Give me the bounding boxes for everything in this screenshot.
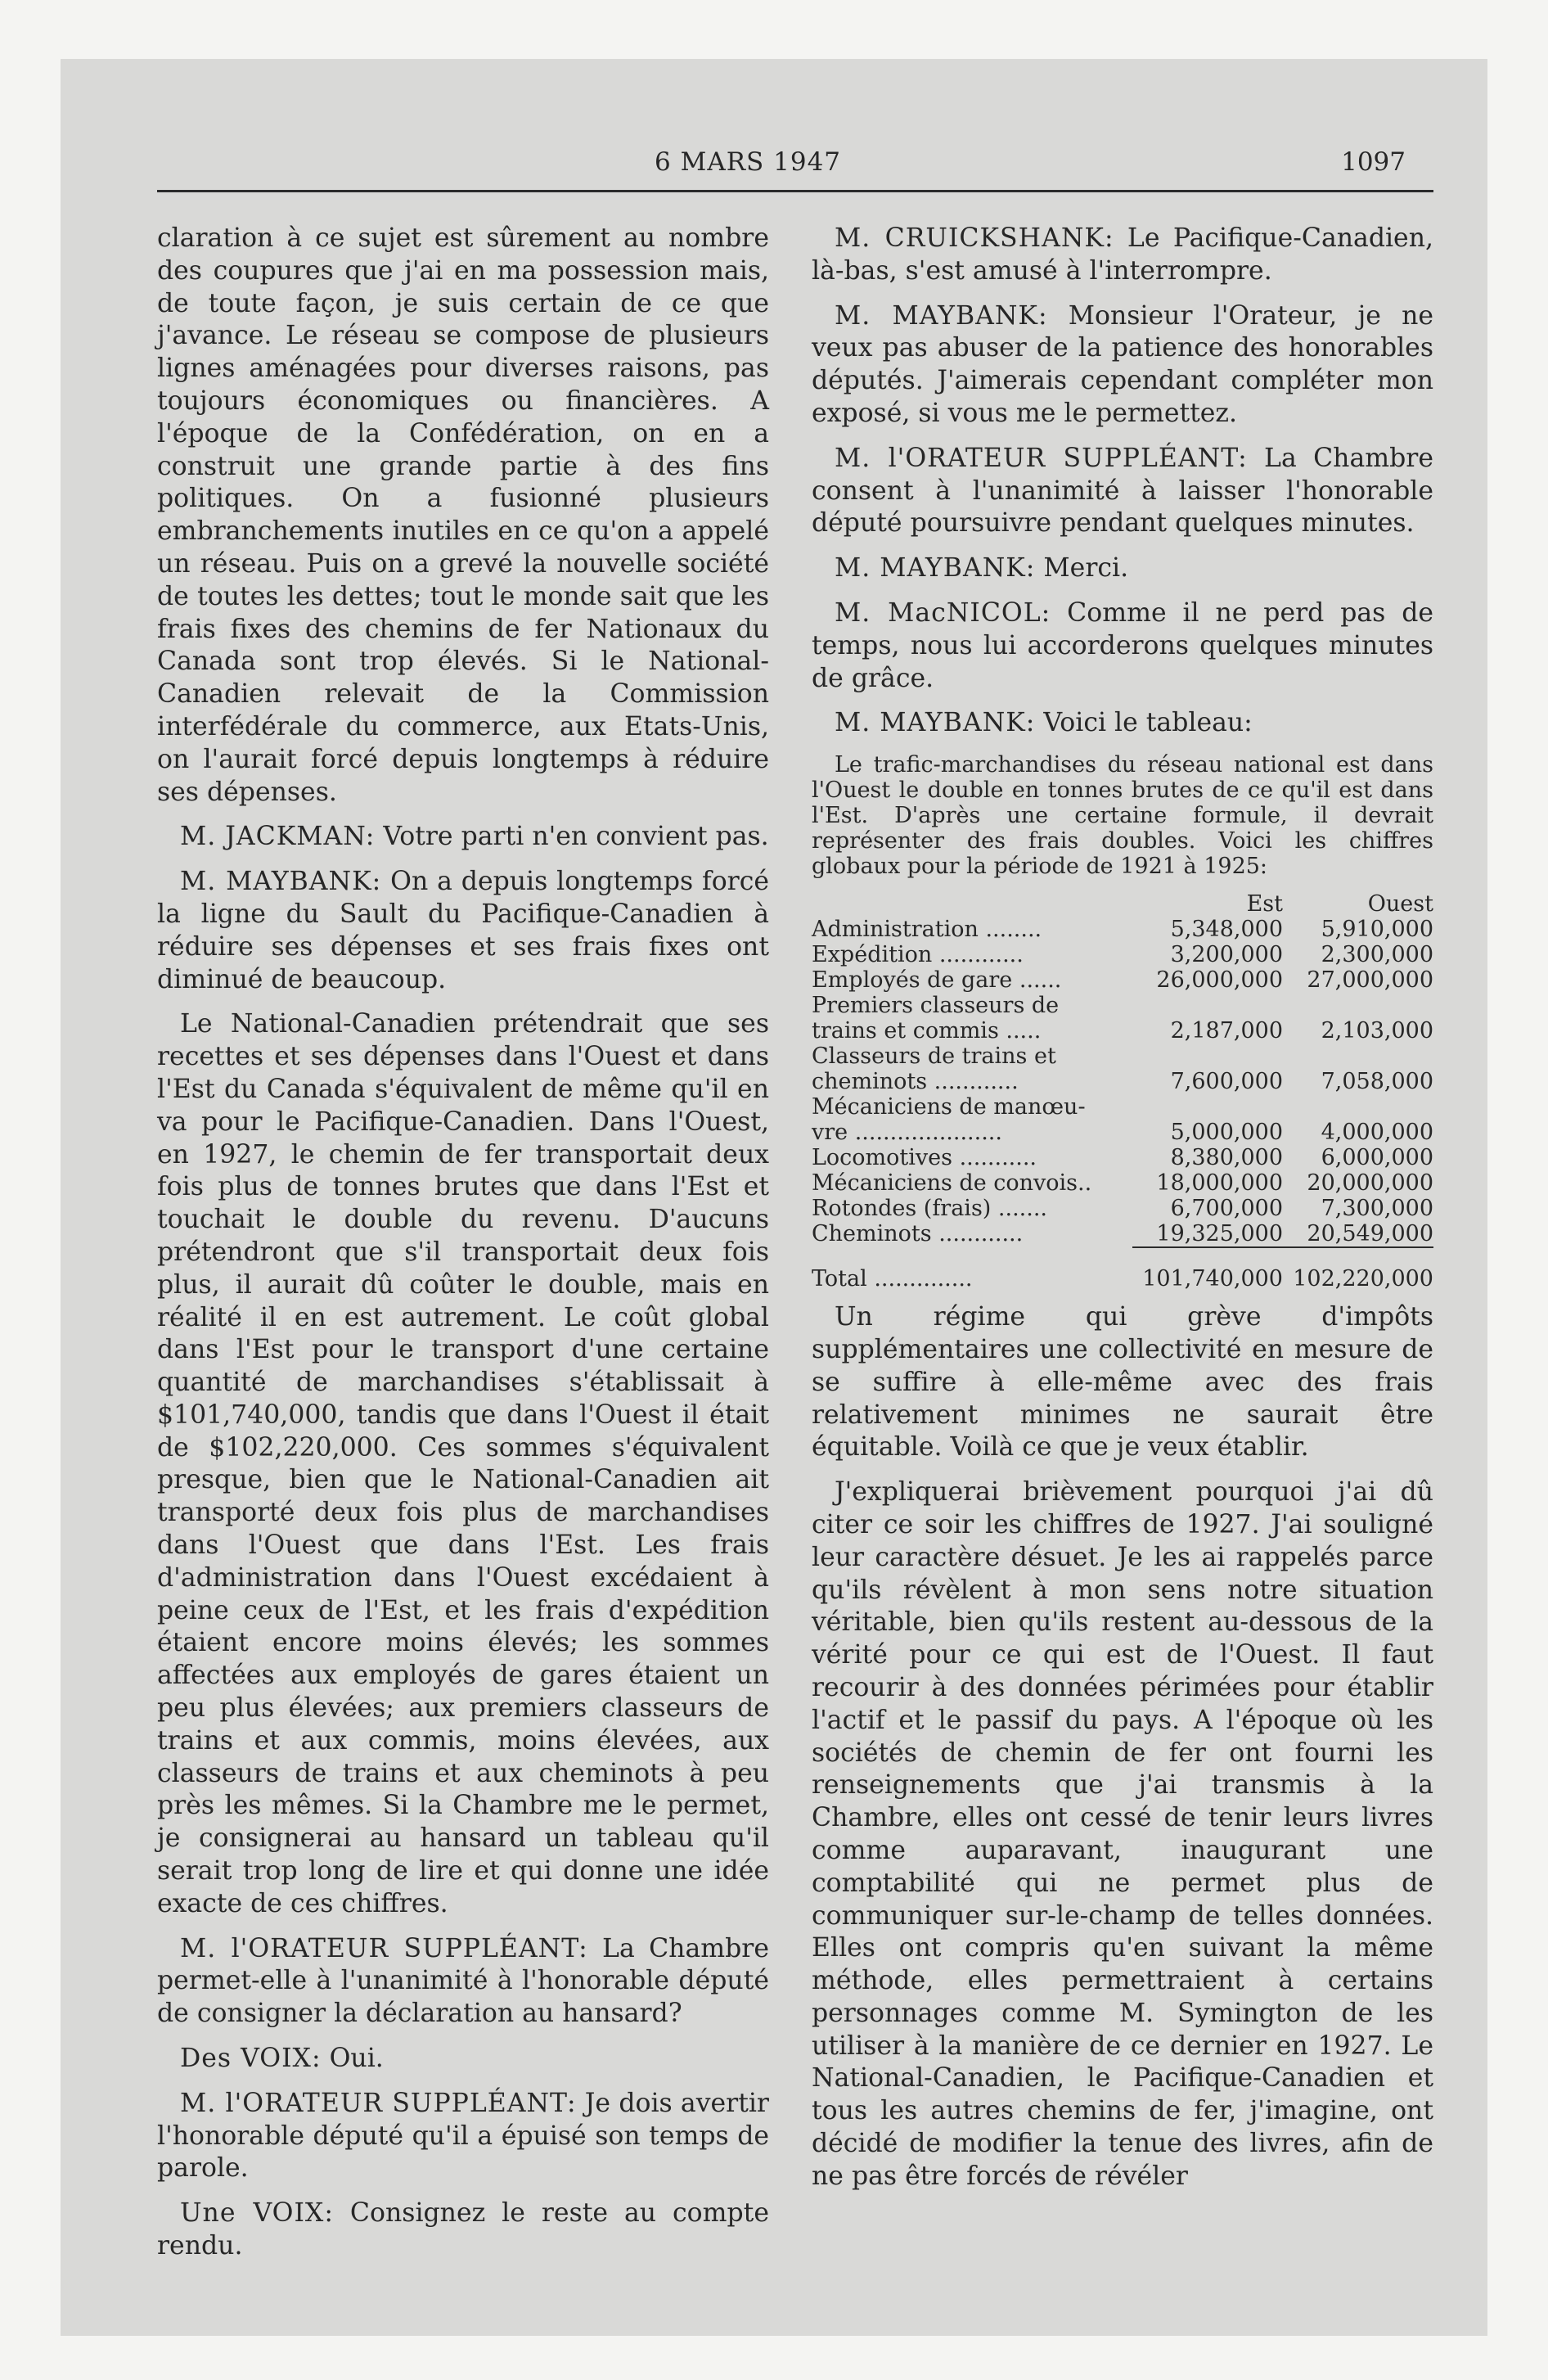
leader-dots: ...........: [952, 1145, 1037, 1171]
speech-une-voix: [157, 2197, 769, 2263]
row-label-cell: [812, 1018, 1132, 1044]
speech-text: Merci.: [1035, 553, 1129, 584]
page-number: 1097: [1341, 147, 1406, 177]
value-est: 8,380,000: [1170, 1145, 1283, 1171]
row-label: Cheminots: [812, 1221, 932, 1247]
value-ouest: 6,000,000: [1321, 1145, 1433, 1171]
value-est: 5,348,000: [1170, 917, 1283, 943]
paragraph-regime: Un régime qui grève d'impôts supplémentaires une collectivité en mesure de se suffire à elle-même avec des frais relativement minimes ne saurait être équitable. Voilà ce que je veux établir.: [812, 1302, 1433, 1463]
row-label: vre: [812, 1120, 848, 1146]
header-date: 6 MARS 1947: [655, 147, 842, 177]
speaker-name: M. MacNICOL:: [835, 597, 1051, 628]
table-row: [812, 1069, 1433, 1094]
table-row: [812, 1221, 1433, 1246]
speech-text: La Chambre permet-elle à l'unanimité à l'honorable député de consigner la déclaration au hansard?: [157, 1933, 769, 2029]
value-est: 3,200,000: [1170, 942, 1283, 968]
value-est: 18,000,000: [1156, 1170, 1283, 1197]
total-label-cell: [812, 1251, 1132, 1291]
row-label-cell: [812, 1069, 1132, 1094]
header-rule: [157, 190, 1433, 192]
table-row: [812, 1145, 1433, 1170]
total-label: Total: [812, 1266, 867, 1292]
value-ouest: 7,300,000: [1321, 1196, 1433, 1222]
leader-dots: ............: [931, 1221, 1024, 1247]
leader-dots: .......: [991, 1196, 1048, 1222]
row-label: Locomotives: [812, 1145, 952, 1171]
row-label: cheminots: [812, 1069, 928, 1095]
row-label-cell: [812, 942, 1132, 967]
speaker-name: Des VOIX:: [180, 2044, 322, 2074]
leader-dots: ............: [927, 1069, 1019, 1095]
column-header-ouest: Ouest: [1367, 891, 1433, 917]
speaker-name: M. MAYBANK:: [835, 553, 1036, 584]
speech-text: Votre parti n'en convient pas.: [375, 822, 769, 852]
value-est: 6,700,000: [1170, 1196, 1283, 1222]
speech-jackman: [157, 821, 769, 854]
speech-maybank: [812, 300, 1433, 430]
speaker-name: M. MAYBANK:: [835, 300, 1048, 331]
paragraph-national-canadien: Le National-Canadien prétendrait que ses recettes et ses dépenses dans l'Ouest et dans l'Est du Canada s'équivalent de même qu'il en va pour le Pacifique-Canadien. Dans l'Ouest, en 1927, le chemin de fer transportait deux fois plus de tonnes brutes que dans l'Est et touchait le double du revenu. D'aucuns prétendront que s'il transportait deux fois plus, il aurait dû coûter le double, mais en réalité il en est autrement. Le coût global dans l'Est pour le transport d'une certaine quantité de marchandises s'établissait à $101,740,000, tandis que dans l'Ouest il était de $102,220,000. Ces sommes s'équivalent presque, bien que le National-Canadien ait transporté deux fois plus de marchandises dans l'Ouest que dans l'Est. Les frais d'administration dans l'Ouest excédaient à peine ceux de l'Est, et les frais d'expédition étaient encore moins élevés; les sommes affectées aux employés de gares étaient un peu plus élevées; aux premiers classeurs de trains et aux commis, moins élevées, aux classeurs de trains et aux cheminots à peu près les mêmes. Si la Chambre me le permet, je consignerai au hansard un tableau qu'il serait trop long de lire et qui donne une idée exacte de ces chiffres.: [157, 1009, 769, 1918]
speaker-name: M. JACKMAN:: [180, 822, 376, 852]
speech-text: Je dois avertir l'honorable député qu'il a épuisé son temps de parole.: [157, 2088, 769, 2184]
value-est: 5,000,000: [1170, 1120, 1283, 1146]
document-page: [157, 147, 1434, 2261]
row-label: Rotondes (frais): [812, 1196, 992, 1222]
freight-cost-table: [812, 891, 1433, 1291]
row-label-cell: [812, 967, 1132, 993]
speech-text: Le Pacifique-Canadien, là-bas, s'est amusé à l'interrompre.: [812, 223, 1433, 286]
table-header-row: [812, 891, 1433, 917]
row-label: trains et commis: [812, 1018, 999, 1044]
table-row: [812, 942, 1433, 967]
value-est: 26,000,000: [1156, 967, 1283, 994]
table-row: [812, 967, 1433, 993]
speech-cruickshank: [812, 223, 1433, 288]
speech-maybank: [812, 552, 1433, 585]
row-label-cell: [812, 1196, 1132, 1221]
speech-orateur-suppleant: [812, 443, 1433, 540]
speech-text: On a depuis longtemps forcé la ligne du Sault du Pacifique-Canadien à réduire ses dépenses et ses frais fixes ont diminué de beaucoup.: [157, 867, 769, 994]
table-total-row: [812, 1251, 1433, 1291]
value-ouest: 7,058,000: [1321, 1069, 1433, 1095]
speaker-name: Une VOIX:: [180, 2198, 334, 2229]
leader-dots: .....: [998, 1018, 1042, 1044]
speech-text: La Chambre consent à l'unanimité à laisser l'honorable député poursuivre pendant quelques minutes.: [812, 443, 1433, 539]
speaker-name: M. CRUICKSHANK:: [835, 223, 1114, 253]
row-label-cell: [812, 1170, 1132, 1196]
speaker-name: M. MAYBANK:: [180, 867, 382, 897]
column-header-est: Est: [1246, 891, 1283, 917]
leader-dots: ........: [978, 917, 1042, 943]
speaker-name: M. MAYBANK:: [835, 708, 1036, 738]
row-label: Mécaniciens de convois: [812, 1170, 1078, 1197]
total-est: 101,740,000: [1142, 1266, 1283, 1292]
value-ouest: 4,000,000: [1321, 1120, 1433, 1146]
total-ouest: 102,220,000: [1293, 1266, 1433, 1292]
table-row: [812, 1196, 1433, 1221]
value-est: 2,187,000: [1170, 1018, 1283, 1044]
running-header: [157, 147, 1433, 190]
speech-text: Voici le tableau:: [1035, 708, 1253, 738]
speech-maybank: [812, 707, 1433, 740]
speech-orateur-suppleant: [157, 2088, 769, 2185]
speech-text: Oui.: [321, 2044, 384, 2074]
table-intro: Le trafic-marchandises du réseau national est dans l'Ouest le double en tonnes brutes de ce qu'il est dans l'Est. D'après une certaine formule, il devrait représenter des frais doubles. Voici les chiffres globaux pour la période de 1921 à 1925:: [812, 752, 1433, 880]
speech-orateur-suppleant: [157, 1933, 769, 2031]
value-ouest: 2,300,000: [1321, 942, 1433, 968]
row-label-line1: Premiers classeurs de: [812, 993, 1060, 1019]
table-row: [812, 1120, 1433, 1145]
value-ouest: 5,910,000: [1321, 917, 1433, 943]
table-row: [812, 1170, 1433, 1196]
value-ouest: 20,000,000: [1307, 1170, 1433, 1197]
speaker-name: M. l'ORATEUR SUPPLÉANT:: [835, 443, 1248, 473]
row-label: Employés de gare: [812, 967, 1013, 994]
table-body: [812, 917, 1433, 1246]
speech-macnicol: [812, 597, 1433, 695]
row-label-line1: Classeurs de trains et: [812, 1044, 1056, 1070]
speech-text: Monsieur l'Orateur, je ne veux pas abuser de la patience des honorables députés. J'aimerais cependant compléter mon exposé, si vous me le permettez.: [812, 300, 1434, 428]
value-ouest: 20,549,000: [1307, 1221, 1433, 1247]
leader-dots: .....................: [848, 1120, 1002, 1146]
speech-text: Consignez le reste au compte rendu.: [157, 2198, 769, 2261]
value-est: 7,600,000: [1170, 1069, 1283, 1095]
row-label: Administration: [812, 917, 979, 943]
value-est: 19,325,000: [1156, 1221, 1283, 1247]
value-ouest: 2,103,000: [1321, 1018, 1433, 1044]
speech-des-voix: [157, 2043, 769, 2076]
table-row: [812, 917, 1433, 942]
leader-dots: ............: [932, 942, 1024, 968]
speaker-name: M. l'ORATEUR SUPPLÉANT:: [180, 1933, 588, 1963]
left-column: [157, 223, 769, 2275]
speech-maybank: [157, 866, 769, 996]
row-label-cell: [812, 1221, 1132, 1246]
table-row: [812, 1044, 1433, 1069]
row-label-line1: Mécaniciens de manœu-: [812, 1094, 1086, 1120]
paragraph-continuation: claration à ce sujet est sûrement au nombre des coupures que j'ai en ma possession mais, de toute façon, je suis certain de ce que j'avance. Le réseau se compose de plusieurs lignes aménagées pour diverses raisons, pas toujours économiques ou financières. A l'époque de la Confédération, on en a construit une grande partie à des fins politiques. On a fusionné plusieurs embranchements inutiles en ce qu'on a appelé un réseau. Puis on a grevé la nouvelle société de toutes les dettes; tout le monde sait que les frais fixes des chemins de fer Nationaux du Canada sont trop élevés. Si le National-Canadien relevait de la Commission interfédérale du commerce, aux Etats-Unis, on l'aurait forcé depuis longtemps à réduire ses dépenses.: [157, 223, 769, 807]
leader-dots: ......: [1012, 967, 1062, 994]
row-label-cell: [812, 917, 1132, 942]
row-label-cell: [812, 1145, 1132, 1170]
row-label-cell: [812, 1120, 1132, 1145]
paragraph-explication: J'expliquerai brièvement pourquoi j'ai dû citer ce soir les chiffres de 1927. J'ai souligné leur caractère désuet. Je les ai rappelés parce qu'ils révèlent à mon sens notre situation véritable, bien qu'ils restent au-dessous de la vérité pour ce qui est de l'Ouest. Il faut recourir à des données périmées pour établir l'actif et le passif du pays. A l'époque où les sociétés de chemin de fer ont fourni les renseignements que j'ai transmis à la Chambre, elles ont cessé de tenir leurs livres comme auparavant, inaugurant une comptabilité qui ne permet plus de communiquer sur-le-champ de telles données. Elles ont compris qu'en suivant la même méthode, elles permettraient à certains personnages comme M. Symington de les utiliser à la manière de ce dernier en 1927. Le National-Canadien, le Pacifique-Canadien et tous les autres chemins de fer, j'imagine, ont décidé de modifier la tenue des livres, afin de ne pas être forcés de révéler: [812, 1477, 1433, 2191]
row-label: Expédition: [812, 942, 933, 968]
table-row: [812, 1018, 1433, 1044]
table-row: [812, 1094, 1433, 1120]
value-ouest: 27,000,000: [1307, 967, 1433, 994]
leader-dots: ..............: [866, 1266, 973, 1292]
leader-dots: ..: [1078, 1170, 1092, 1197]
header-blank: [812, 891, 1132, 917]
speaker-name: M. l'ORATEUR SUPPLÉANT:: [180, 2088, 577, 2118]
right-column: [812, 223, 1433, 2206]
table-row: [812, 993, 1433, 1018]
speech-text: Comme il ne perd pas de temps, nous lui accorderons quelques minutes de grâce.: [812, 597, 1433, 693]
